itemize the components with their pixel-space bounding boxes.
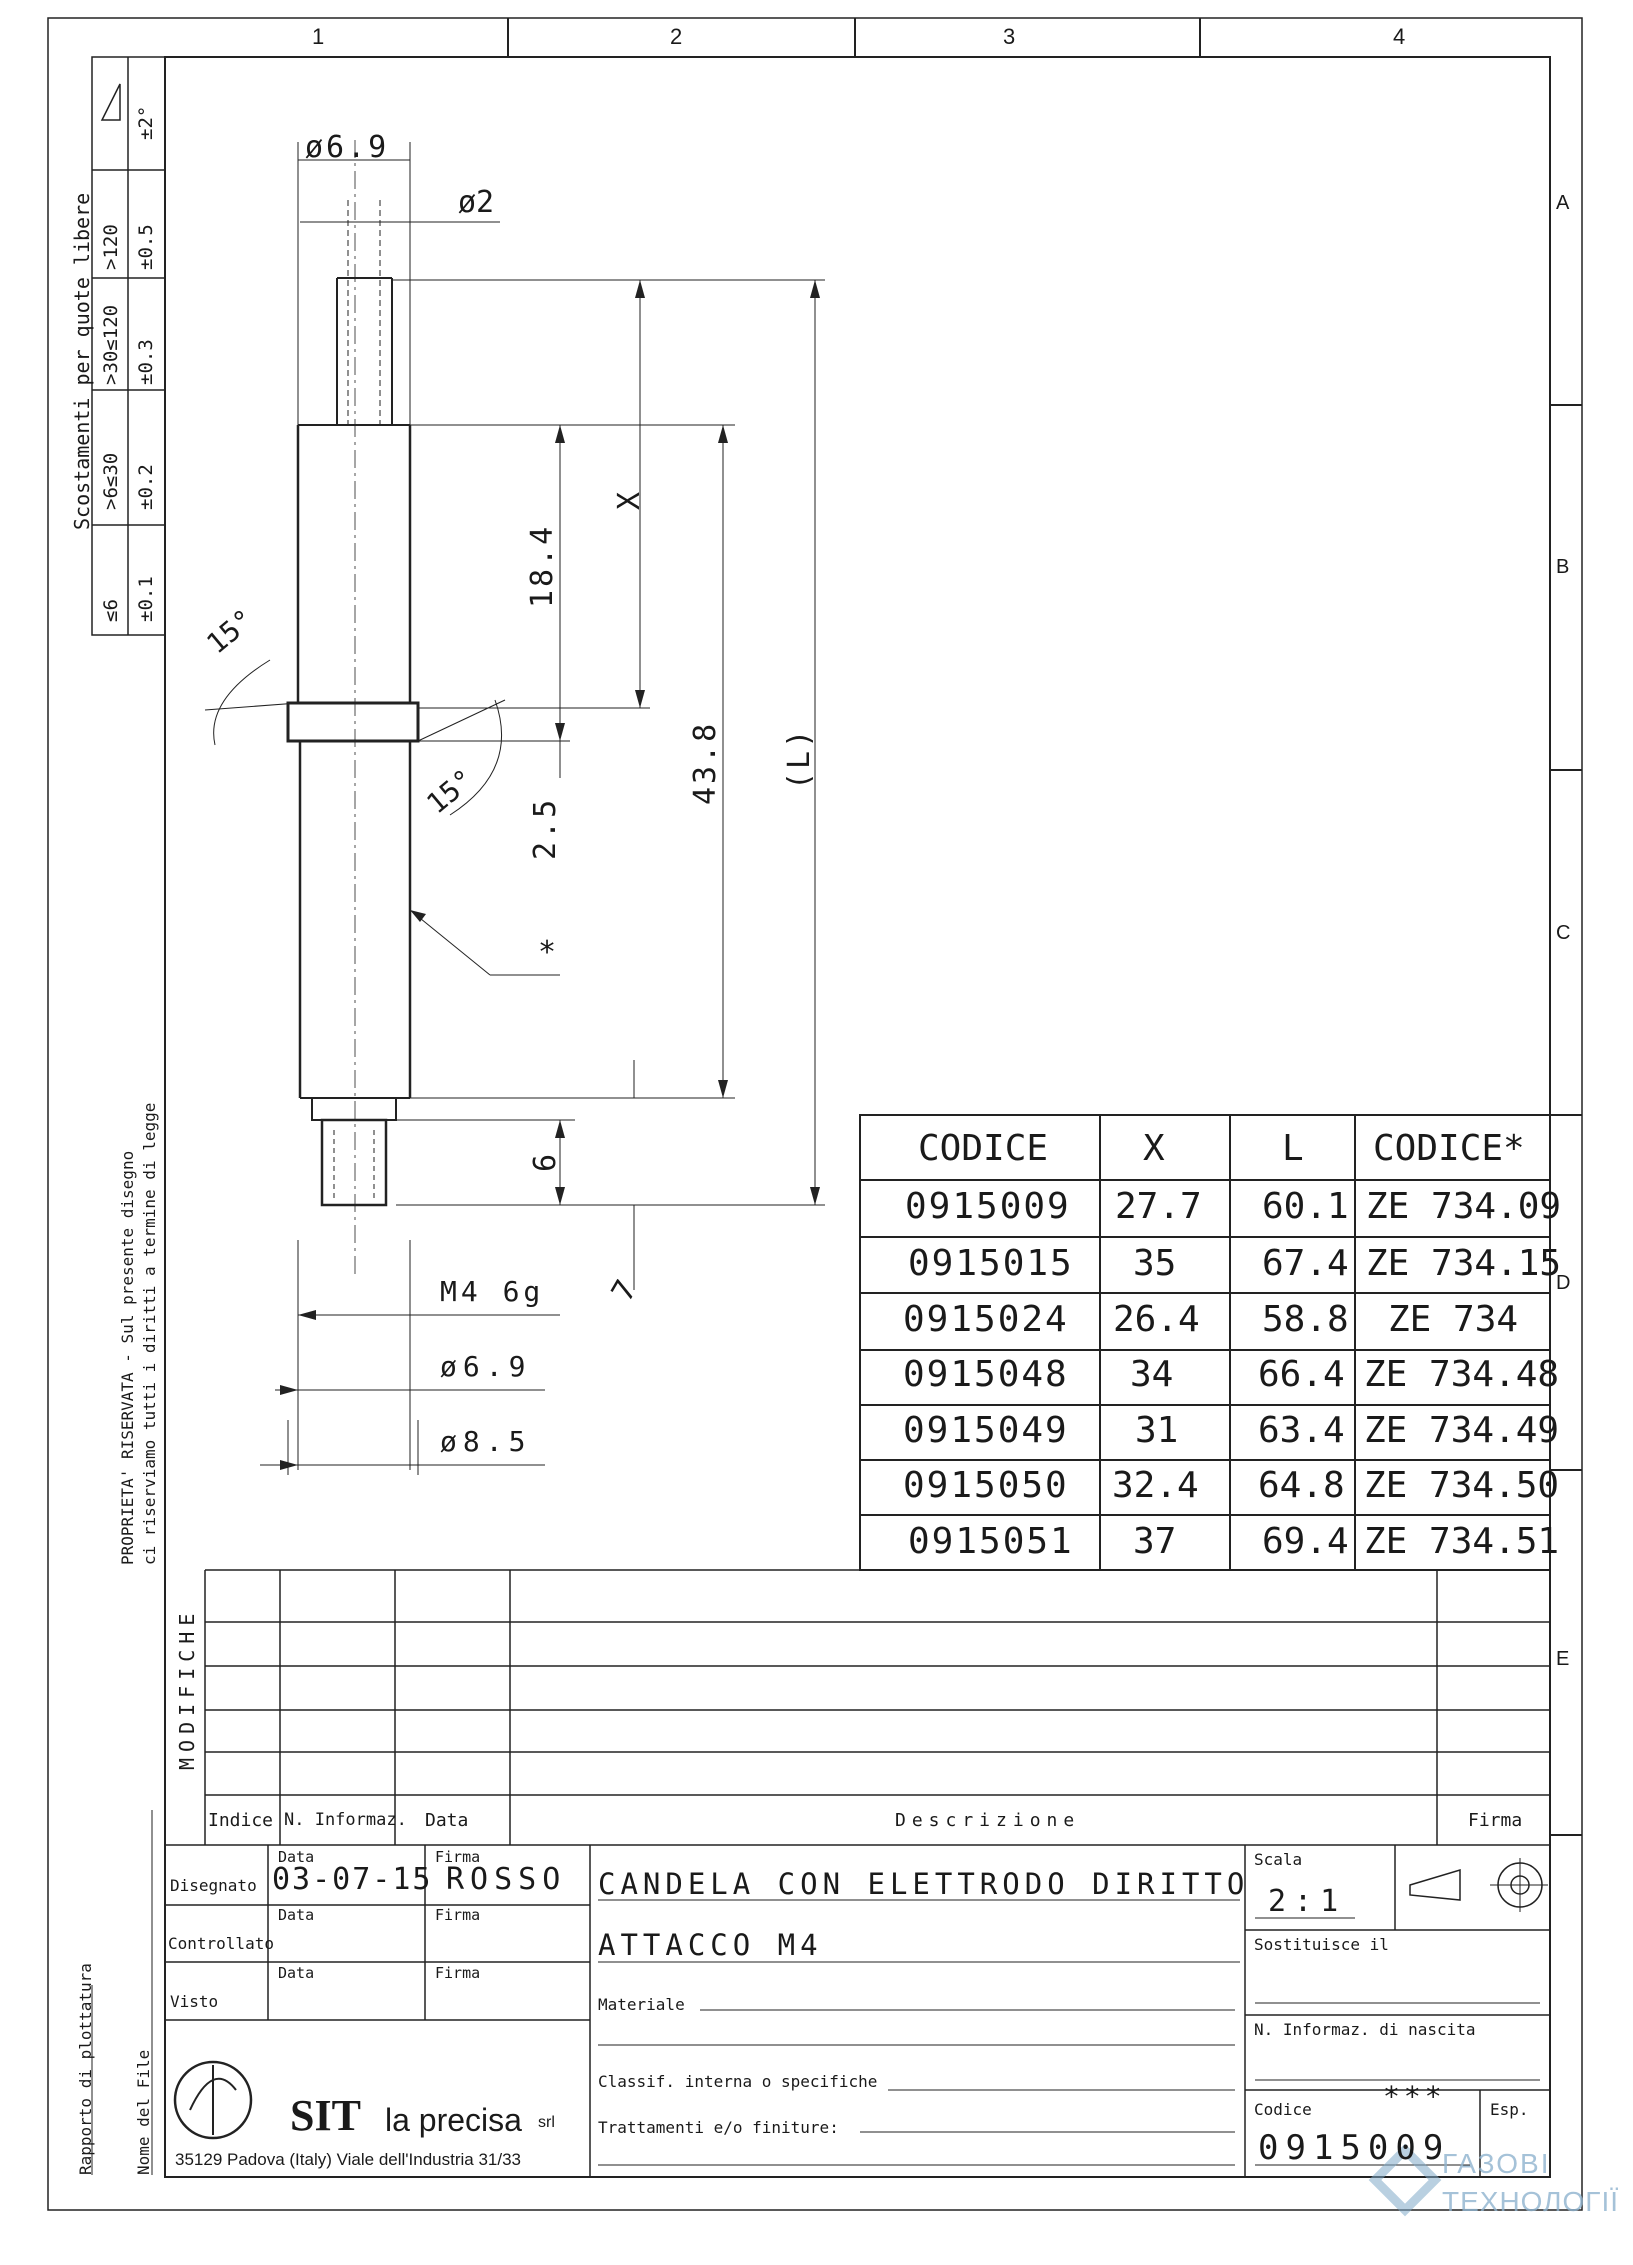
nome-file: Nome del File — [134, 2049, 153, 2175]
firma-label: Firma — [435, 1848, 481, 1866]
dim-star: * — [538, 935, 557, 970]
table-cell: 37 — [1133, 1521, 1177, 1562]
tolerance-range-3: >30≤120 — [100, 304, 122, 385]
tolerance-range-2: >6≤30 — [100, 452, 122, 510]
dim-x: X — [612, 491, 647, 510]
table-cell: 69.4 — [1262, 1521, 1349, 1562]
row-label-b: B — [1556, 556, 1570, 578]
tolerance-value-4: ±0.5 — [135, 224, 157, 270]
table-cell: 0915048 — [903, 1354, 1069, 1395]
watermark-line1: ГАЗОВІ — [1442, 2148, 1551, 2179]
company-logo-icon — [175, 2062, 251, 2138]
angle-symbol-icon — [98, 80, 124, 140]
dim-2-5: 2.5 — [528, 796, 563, 860]
column-label-1: 1 — [312, 24, 325, 49]
table-cell: 0915051 — [908, 1521, 1074, 1562]
scala-label: Scala — [1254, 1850, 1303, 1869]
column-label-3: 3 — [1003, 24, 1016, 49]
row-label-c: C — [1556, 922, 1571, 944]
projection-symbol-icon — [1405, 1860, 1550, 1915]
table-cell: ZE 734.48 — [1364, 1354, 1560, 1395]
table-cell: 60.1 — [1262, 1186, 1349, 1227]
dim-angle-upper: 15° — [200, 602, 261, 661]
esp-label: Esp. — [1490, 2100, 1529, 2119]
nascita-label: N. Informaz. di nascita — [1254, 2020, 1476, 2039]
modifiche-label: MODIFICHE — [175, 1607, 199, 1770]
table-cell: ZE 734.51 — [1364, 1521, 1560, 1562]
data-label: Data — [278, 1964, 315, 1982]
ownership-note-1: PROPRIETA' RISERVATA - Sul presente disegno — [118, 1150, 137, 1565]
dim-6: 6 — [528, 1153, 563, 1172]
table-cell: ZE 734.49 — [1364, 1410, 1560, 1451]
table-cell: 32.4 — [1112, 1465, 1199, 1506]
ownership-note-2: ci riserviamo tutti i diritti a termine di legge — [140, 1102, 159, 1565]
table-cell: 0915050 — [903, 1465, 1069, 1506]
modifiche-header-firma: Firma — [1468, 1810, 1523, 1831]
modifiche-header-indice: Indice — [208, 1810, 274, 1831]
company-brand: SIT — [290, 2091, 361, 2140]
table-cell: 31 — [1135, 1410, 1179, 1451]
disegnato-data: 03-07-15 — [272, 1862, 433, 1897]
drawing-title-line2: ATTACCO M4 — [598, 1928, 823, 1962]
tolerance-angle: ±2° — [135, 105, 157, 140]
codice-label: Codice — [1254, 2100, 1312, 2119]
table-cell: 64.8 — [1258, 1465, 1345, 1506]
codice-value: 0915009 — [1258, 2128, 1451, 2168]
table-cell: 58.8 — [1262, 1299, 1349, 1340]
dim-43-8: 43.8 — [688, 720, 723, 805]
table-cell: ZE 734.50 — [1364, 1465, 1560, 1506]
tolerance-range-1: ≤6 — [100, 599, 122, 622]
modifiche-header-informaz: N. Informaz. — [284, 1810, 407, 1830]
table-cell: 0915009 — [905, 1186, 1071, 1227]
dim-d69-top: ø6.9 — [305, 130, 390, 165]
firma-label: Firma — [435, 1964, 481, 1982]
dim-18-4: 18.4 — [525, 523, 560, 608]
classif-label: Classif. interna o specifiche — [598, 2072, 878, 2091]
dim-angle-lower: 15° — [420, 762, 481, 821]
dim-d85: ø8.5 — [440, 1425, 532, 1458]
table-cell: 26.4 — [1113, 1299, 1200, 1340]
scala-value: 2:1 — [1268, 1884, 1347, 1919]
table-cell: ZE 734.09 — [1366, 1186, 1562, 1227]
trattamenti-label: Trattamenti e/o finiture: — [598, 2118, 839, 2137]
table-header-x: X — [1143, 1128, 1165, 1169]
firma-label: Firma — [435, 1906, 481, 1924]
dim-d69-bottom: ø6.9 — [440, 1350, 532, 1383]
tolerance-range-4: >120 — [100, 224, 122, 270]
row-label-a: A — [1556, 192, 1570, 214]
rapporto-plottatura: Rapporto di plottatura — [76, 1963, 95, 2175]
company-tagline: la precisa — [385, 2102, 522, 2138]
table-cell: 34 — [1130, 1354, 1174, 1395]
table-header-l: L — [1282, 1128, 1304, 1169]
dim-d2: ø2 — [458, 185, 495, 220]
table-cell: 0915049 — [903, 1410, 1069, 1451]
tolerance-value-3: ±0.3 — [135, 339, 157, 385]
table-header-codice: CODICE — [918, 1128, 1049, 1169]
company-srl: srl — [538, 2114, 555, 2131]
dim-7: 7 — [605, 1274, 645, 1308]
modifiche-header-data: Data — [425, 1810, 469, 1831]
column-label-2: 2 — [670, 24, 683, 49]
controllato-label: Controllato — [168, 1934, 274, 1953]
tolerance-value-1: ±0.1 — [135, 576, 157, 622]
data-label: Data — [278, 1906, 315, 1924]
table-cell: 66.4 — [1258, 1354, 1345, 1395]
table-cell: 35 — [1133, 1243, 1177, 1284]
table-cell: ZE 734 — [1388, 1299, 1519, 1340]
table-cell: ZE 734.15 — [1366, 1243, 1562, 1284]
table-cell: 27.7 — [1115, 1186, 1202, 1227]
visto-label: Visto — [170, 1992, 219, 2011]
dim-l: (L) — [782, 726, 817, 790]
codice-stars: *** — [1383, 2080, 1446, 2113]
table-cell: 63.4 — [1258, 1410, 1345, 1451]
modifiche-header-descrizione: Descrizione — [895, 1810, 1081, 1831]
row-label-d: D — [1556, 1272, 1571, 1294]
dim-thread: M4 6g — [440, 1275, 545, 1308]
company-address: 35129 Padova (Italy) Viale dell'Industria 31/33 — [175, 2150, 521, 2169]
table-cell: 67.4 — [1262, 1243, 1349, 1284]
sostituisce-label: Sostituisce il — [1254, 1935, 1389, 1954]
table-cell: 0915024 — [903, 1299, 1069, 1340]
tolerance-title: Scostamenti per quote libere — [70, 192, 94, 530]
disegnato-firma: ROSSO — [446, 1862, 567, 1897]
row-label-e: E — [1556, 1648, 1570, 1670]
materiale-label: Materiale — [598, 1995, 685, 2014]
table-header-codice-star: CODICE* — [1373, 1128, 1525, 1169]
column-label-4: 4 — [1393, 24, 1406, 49]
watermark-line2: ТЕХНОЛОГІЇ — [1442, 2186, 1620, 2217]
drawing-title-line1: CANDELA CON ELETTRODO DIRITTO — [598, 1867, 1250, 1901]
disegnato-label: Disegnato — [170, 1876, 257, 1895]
data-label: Data — [278, 1848, 315, 1866]
table-cell: 0915015 — [908, 1243, 1074, 1284]
tolerance-value-2: ±0.2 — [135, 464, 157, 510]
